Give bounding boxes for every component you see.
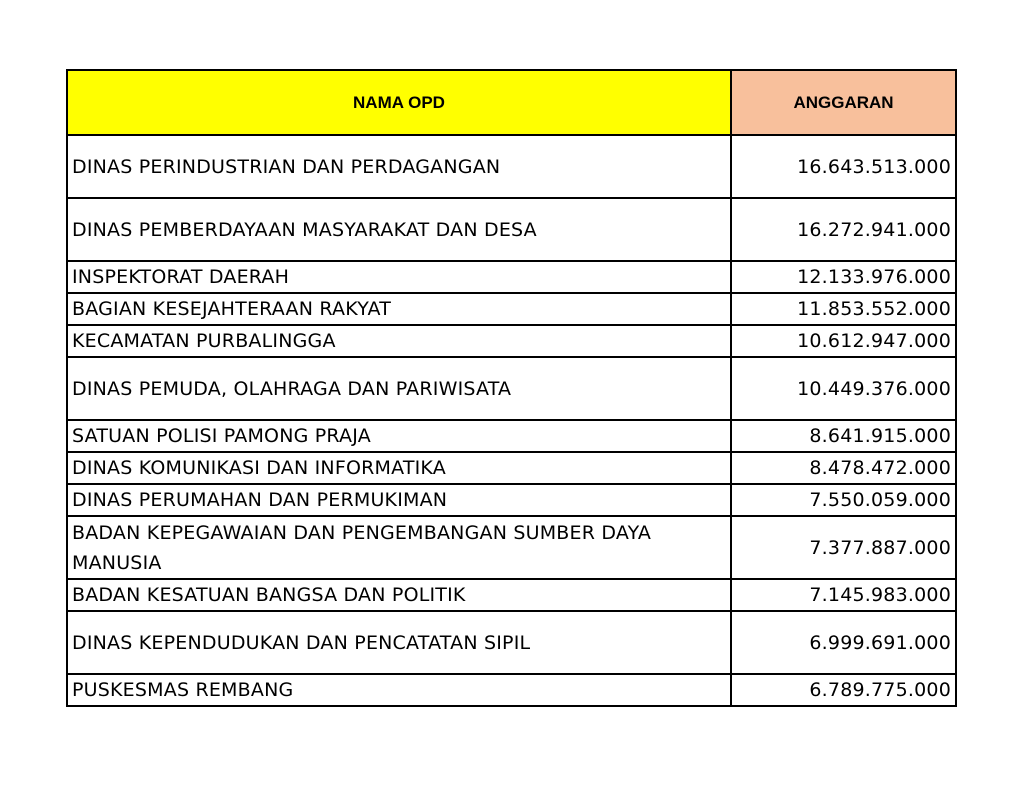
table-row: [67, 135, 956, 198]
opd-name: DINAS PERUMAHAN DAN PERMUKIMAN: [67, 484, 731, 516]
opd-name: DINAS PEMUDA, OLAHRAGA DAN PARIWISATA: [67, 357, 731, 420]
header-anggaran: ANGGARAN: [731, 70, 956, 135]
table-row: [67, 674, 956, 706]
table-row: [67, 261, 956, 293]
opd-amount: 11.853.552.000: [731, 293, 956, 325]
opd-amount: 16.272.941.000: [731, 198, 956, 261]
opd-amount: 6.999.691.000: [731, 611, 956, 674]
opd-amount: 12.133.976.000: [731, 261, 956, 293]
table-row: [67, 452, 956, 484]
opd-name: PUSKESMAS REMBANG: [67, 674, 731, 706]
opd-amount: 8.641.915.000: [731, 420, 956, 452]
opd-amount: 10.449.376.000: [731, 357, 956, 420]
budget-table: [66, 69, 957, 707]
table-row: [67, 611, 956, 674]
opd-amount: 7.145.983.000: [731, 579, 956, 611]
opd-amount: 7.550.059.000: [731, 484, 956, 516]
opd-amount: 16.643.513.000: [731, 135, 956, 198]
table-row: [67, 198, 956, 261]
opd-name: DINAS KEPENDUDUKAN DAN PENCATATAN SIPIL: [67, 611, 731, 674]
opd-name: BADAN KEPEGAWAIAN DAN PENGEMBANGAN SUMBER DAYA MANUSIA: [67, 516, 731, 579]
opd-amount: 8.478.472.000: [731, 452, 956, 484]
opd-name: DINAS KOMUNIKASI DAN INFORMATIKA: [67, 452, 731, 484]
opd-amount: 10.612.947.000: [731, 325, 956, 357]
table-row: [67, 484, 956, 516]
header-row: [67, 70, 956, 135]
opd-name: INSPEKTORAT DAERAH: [67, 261, 731, 293]
opd-name: KECAMATAN PURBALINGGA: [67, 325, 731, 357]
opd-name: DINAS PERINDUSTRIAN DAN PERDAGANGAN: [67, 135, 731, 198]
table-row: [67, 420, 956, 452]
opd-amount: 7.377.887.000: [731, 516, 956, 579]
opd-name: BADAN KESATUAN BANGSA DAN POLITIK: [67, 579, 731, 611]
table-row: [67, 357, 956, 420]
header-nama-opd: NAMA OPD: [67, 70, 731, 135]
opd-name: BAGIAN KESEJAHTERAAN RAKYAT: [67, 293, 731, 325]
opd-amount: 6.789.775.000: [731, 674, 956, 706]
table-row: [67, 579, 956, 611]
table-row: [67, 325, 956, 357]
table-row: [67, 293, 956, 325]
opd-name: DINAS PEMBERDAYAAN MASYARAKAT DAN DESA: [67, 198, 731, 261]
table-row: [67, 516, 956, 579]
opd-name: SATUAN POLISI PAMONG PRAJA: [67, 420, 731, 452]
